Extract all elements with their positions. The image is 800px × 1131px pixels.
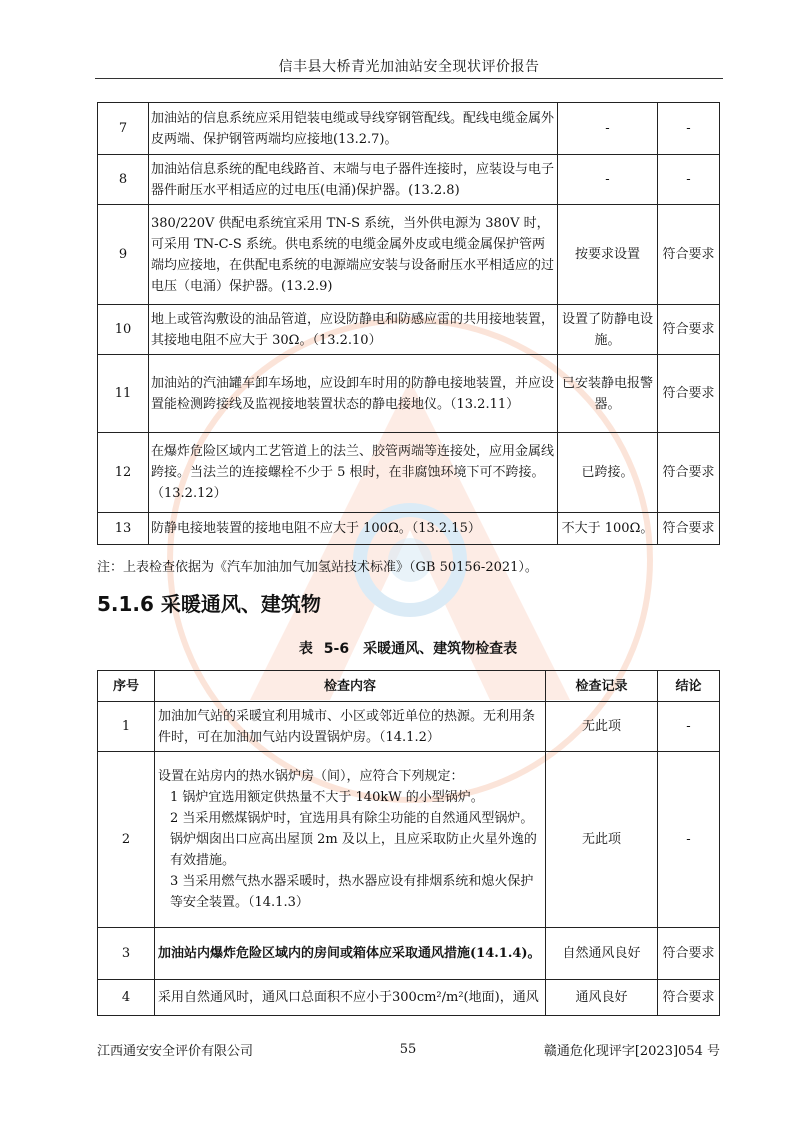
table-row xyxy=(98,513,720,545)
row-number: 11 xyxy=(98,355,149,433)
header-record: 检查记录 xyxy=(546,671,658,702)
check-record: 通风良好 xyxy=(546,980,658,1016)
header-content: 检查内容 xyxy=(155,671,546,702)
check-result: 符合要求 xyxy=(658,205,720,305)
check-content xyxy=(155,752,546,928)
check-record: 已跨接。 xyxy=(558,433,658,513)
content-intro: 设置在站房内的热水锅炉房（间），应符合下列规定： xyxy=(158,769,464,784)
check-content: 加油加气站的采暖宜利用城市、小区或邻近单位的热源。无利用条件时，可在加油加气站内设置锅炉房。（14.1.2） xyxy=(155,702,546,752)
check-content: 采用自然通风时，通风口总面积不应小于300cm²/m²(地面)，通风 xyxy=(155,980,546,1016)
table-row xyxy=(98,702,720,752)
row-number: 12 xyxy=(98,433,149,513)
check-result: 符合要求 xyxy=(658,433,720,513)
check-record: 无此项 xyxy=(546,702,658,752)
row-number: 8 xyxy=(98,155,149,205)
check-result: 符合要求 xyxy=(658,928,720,980)
check-record: 不大于 100Ω。 xyxy=(558,513,658,545)
check-record: 无此项 xyxy=(546,752,658,928)
table-caption: 表 5-6 采暖通风、建筑物检查表 xyxy=(298,641,518,657)
check-content: 加油站内爆炸危险区域内的房间或箱体应采取通风措施(14.1.4)。 xyxy=(155,928,546,980)
table-row xyxy=(98,103,720,155)
row-number: 1 xyxy=(98,702,155,752)
check-content: 地上或管沟敷设的油品管道，应设防静电和防感应雷的共用接地装置，其接地电阻不应大于 30Ω。（13.2.10） xyxy=(149,305,558,355)
page-number: 55 xyxy=(399,1042,417,1057)
table-row xyxy=(98,205,720,305)
inspection-table-continued xyxy=(97,102,720,545)
check-content: 加油站的汽油罐车卸车场地，应设卸车时用的防静电接地装置，并应设置能检测跨接线及监视接地装置状态的静电接地仪。（13.2.11） xyxy=(149,355,558,433)
check-record: 设置了防静电设施。 xyxy=(558,305,658,355)
footer-document-code: 赣通危化现评字[2023]054 号 xyxy=(543,1044,720,1059)
table-row xyxy=(98,355,720,433)
row-number: 3 xyxy=(98,928,155,980)
check-content: 在爆炸危险区域内工艺管道上的法兰、胶管两端等连接处，应用金属线跨接。当法兰的连接螺栓不少于 5 根时，在非腐蚀环境下可不跨接。（13.2.12） xyxy=(149,433,558,513)
check-record: 已安装静电报警器。 xyxy=(558,355,658,433)
check-content: 加油站的信息系统应采用铠装电缆或导线穿钢管配线。配线电缆金属外皮两端、保护钢管两端均应接地(13.2.7)。 xyxy=(149,103,558,155)
check-record: 自然通风良好 xyxy=(546,928,658,980)
table-header-row xyxy=(98,671,720,702)
header-result: 结论 xyxy=(658,671,720,702)
check-result: 符合要求 xyxy=(658,355,720,433)
table-note: 注：上表检查依据为《汽车加油加气加氢站技术标准》（GB 50156-2021）。 xyxy=(97,560,538,575)
header-divider xyxy=(95,78,723,79)
check-result: - xyxy=(658,752,720,928)
table-row xyxy=(98,155,720,205)
table-row xyxy=(98,305,720,355)
check-record: 按要求设置 xyxy=(558,205,658,305)
row-number: 10 xyxy=(98,305,149,355)
check-content: 380/220V 供配电系统宜采用 TN-S 系统，当外供电源为 380V 时，可采用 TN-C-S 系统。供电系统的电缆金属外皮或电缆金属保护管两端均应接地，在供配电系统的电源端应安装与设备耐压水平相适应的过电压（电涌）保护器。(13.2.9) xyxy=(149,205,558,305)
content-item: 2 当采用燃煤锅炉时，宜选用具有除尘功能的自然通风型锅炉。锅炉烟囱出口应高出屋顶 2m 及以上，且应采取防止火星外逸的有效措施。 xyxy=(170,811,537,868)
row-number: 9 xyxy=(98,205,149,305)
heating-ventilation-checklist-table xyxy=(97,670,720,1016)
row-number: 13 xyxy=(98,513,149,545)
footer-company: 江西通安安全评价有限公司 xyxy=(97,1044,254,1059)
header-no: 序号 xyxy=(98,671,155,702)
check-result: - xyxy=(658,155,720,205)
page-header: 信丰县大桥青光加油站安全现状评价报告 xyxy=(278,59,540,75)
check-result: - xyxy=(658,702,720,752)
row-number: 7 xyxy=(98,103,149,155)
check-result: 符合要求 xyxy=(658,305,720,355)
check-content: 加油站信息系统的配电线路首、末端与电子器件连接时，应装设与电子器件耐压水平相适应的过电压(电涌)保护器。(13.2.8) xyxy=(149,155,558,205)
table-row xyxy=(98,928,720,980)
check-record: - xyxy=(558,155,658,205)
content-item: 3 当采用燃气热水器采暖时，热水器应设有排烟系统和熄火保护等安全装置。（14.1.3） xyxy=(170,874,534,910)
table-row xyxy=(98,752,720,928)
row-number: 4 xyxy=(98,980,155,1016)
check-content: 防静电接地装置的接地电阻不应大于 100Ω。（13.2.15） xyxy=(149,513,558,545)
table-row xyxy=(98,433,720,513)
row-number: 2 xyxy=(98,752,155,928)
check-record: - xyxy=(558,103,658,155)
check-result: - xyxy=(658,103,720,155)
content-item: 1 锅炉宜选用额定供热量不大于 140kW 的小型锅炉。 xyxy=(170,790,484,805)
table-row xyxy=(98,980,720,1016)
check-result: 符合要求 xyxy=(658,980,720,1016)
section-title: 5.1.6 采暖通风、建筑物 xyxy=(97,592,321,616)
check-result: 符合要求 xyxy=(658,513,720,545)
